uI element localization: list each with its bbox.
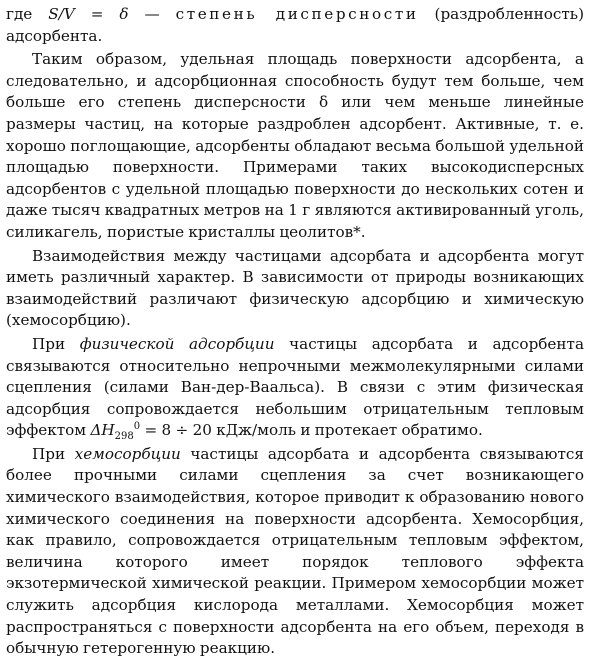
paragraph-definition-prefix: где [6, 5, 49, 23]
dispersity-formula: S/V = δ — [48, 5, 176, 23]
physical-adsorption-body: частицы адсорбата и адсорбента связываются относительно непрочными межмолекулярными силами сцепления (силами Ван-дер-Ваальса). В связи с этим физическая адсорбция сопровождается небольшим отрицательным тепловым эффектом [6, 334, 585, 440]
chemisorption-prefix: При [32, 444, 75, 463]
paragraph-physical-adsorption [6, 334, 584, 442]
paragraph-chemisorption [6, 444, 584, 660]
enthalpy-superscript: 0 [133, 421, 141, 433]
chemisorption-term: хемосорбции [74, 444, 181, 463]
physical-adsorption-suffix: и протекает обратимо. [296, 421, 483, 440]
enthalpy-value: = 8 ÷ 20 кДж/моль [140, 421, 297, 440]
dispersity-term: степень дисперсности [175, 5, 419, 23]
paragraph-interactions: Взаимодействия между частицами адсорбата и адсорбента могут иметь различный характер. В зависимости от природы возникающих взаимодействий различают физическую адсорбцию и химическую (хемосорбцию). [6, 246, 584, 330]
chemisorption-body: частицы адсорбата и адсорбента связываются более прочными силами сцепления за счет возникающего химического взаимодействия, которое приводит к образованию нового химического соединения на поверхности адсорбента. Хемосорбция, как правило, сопровождается отрицательным тепловым эффектом, величина которого имеет порядок теплового эффекта экзотермической химической реакции. Примером хемосорбции может служить адсорбция кислорода металлами. Хемосорбция может распространяться с поверхности адсорбента на его объем, переходя в обычную гетерогенную реакцию. [6, 444, 584, 658]
physical-adsorption-term: физической адсорбции [79, 334, 275, 353]
enthalpy-subscript: 298 [114, 431, 134, 443]
physical-adsorption-prefix: При [32, 334, 80, 353]
paragraph-definition [6, 4, 584, 47]
paragraph-definition-suffix: (раздробленность) адсорбента. [6, 5, 585, 45]
enthalpy-symbol: ΔH [90, 421, 115, 440]
paragraph-surface-area: Таким образом, удельная площадь поверхности адсорбента, а следовательно, и адсорбционная способность будут тем больше, чем больше его степень дисперсности δ или чем меньше линейные размеры частиц, на которые раздроблен адсорбент. Активные, т. е. хорошо поглощающие, адсорбенты обладают весьма большой удельной площадью поверхности. Примерами таких высокодисперсных адсорбентов с удельной площадью поверхности до нескольких сотен и даже тысяч квадратных метров на 1 г являются активированный уголь, силикагель, пористые кристаллы цеолитов*. [6, 50, 584, 241]
